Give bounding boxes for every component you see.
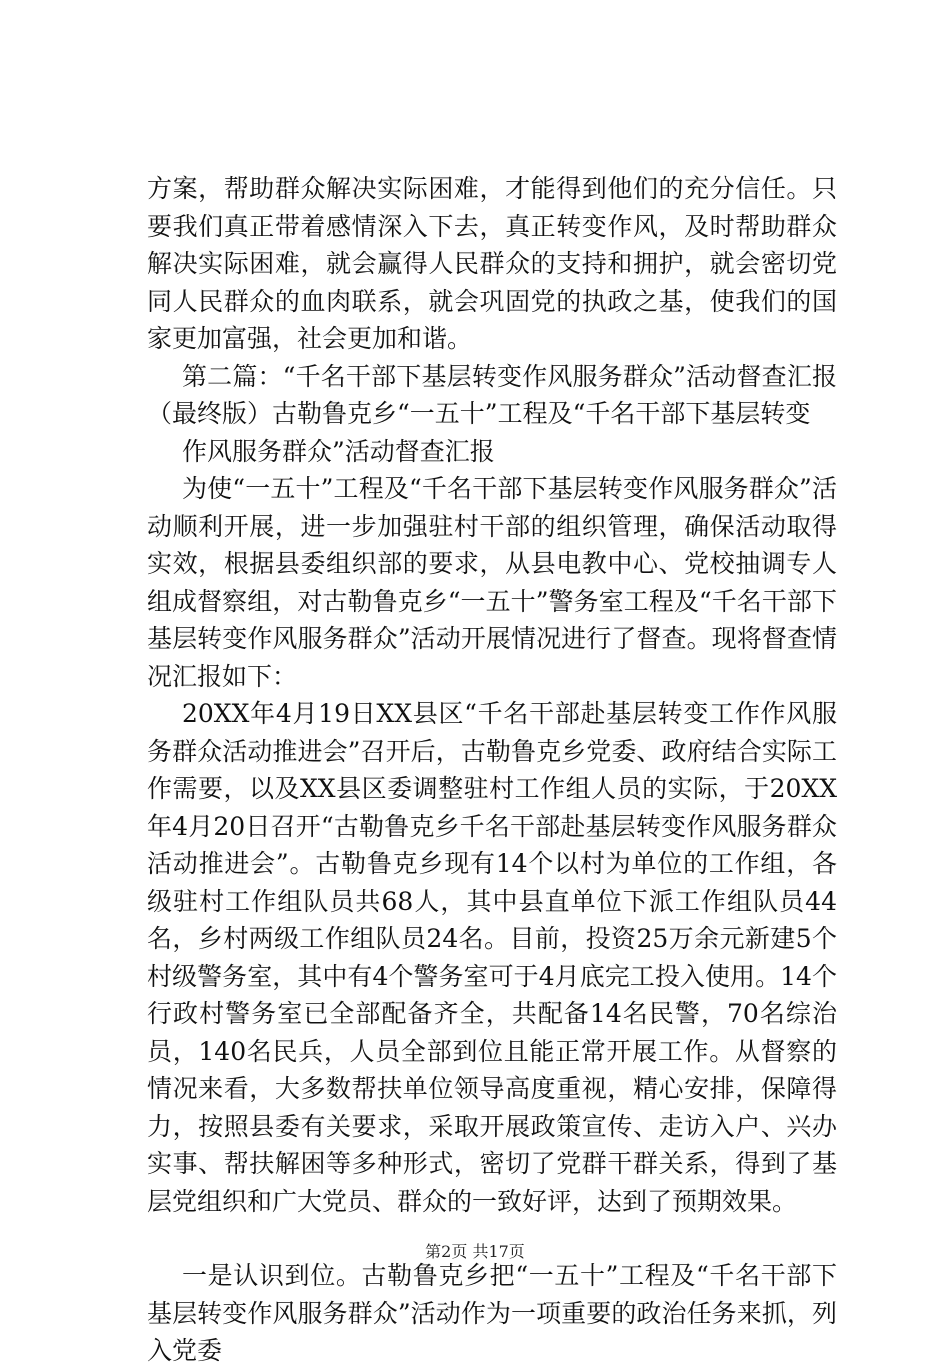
section-heading-continuation: 作风服务群众”活动督查汇报 (182, 436, 495, 466)
paragraph-continuation: 方案，帮助群众解决实际困难，才能得到他们的充分信任。只要我们真正带着感情深入下去，真正转变作风，及时帮助群众解决实际困难，就会赢得人民群众的支持和拥护，就会密切党同人民群众的血肉联系，就会巩固党的执政之基，使我们的国家更加富强，社会更加和谐。 (147, 174, 837, 353)
section-heading: 第二篇：“千名干部下基层转变作风服务群众”活动督查汇报（最终版）古勒鲁克乡“一五十”工程及“千名干部下基层转变 (147, 361, 837, 428)
paragraph-point-one: 一是认识到位。古勒鲁克乡把“一五十”工程及“千名干部下基层转变作风服务群众”活动作为一项重要的政治任务来抓，列入党委 (147, 1261, 837, 1365)
paragraph-intro: 为使“一五十”工程及“千名干部下基层转变作风服务群众”活动顺利开展，进一步加强驻村干部的组织管理，确保活动取得实效，根据县委组织部的要求，从县电教中心、党校抽调专人组成督察组，对古勒鲁克乡“一五十”警务室工程及“千名干部下基层转变作风服务群众”活动开展情况进行了督查。现将督查情况汇报如下： (147, 474, 837, 691)
document-body (147, 170, 837, 1370)
page-number: 第2页 共17页 (425, 1242, 525, 1261)
paragraph-details: 20XX年4月19日XX县区“千名干部赴基层转变工作作风服务群众活动推进会”召开后，古勒鲁克乡党委、政府结合实际工作需要，以及XX县区委调整驻村工作组人员的实际，于20XX年4月20日召开“古勒鲁克乡千名干部赴基层转变作风服务群众活动推进会”。古勒鲁克乡现有14个以村为单位的工作组，各级驻村工作组队员共68人，其中县直单位下派工作组队员44名，乡村两级工作组队员24名。目前，投资25万余元新建5个村级警务室，其中有4个警务室可于4月底完工投入使用。14个行政村警务室已全部配备齐全，共配备14名民警，70名综治员，140名民兵，人员全部到位且能正常开展工作。从督察的情况来看，大多数帮扶单位领导高度重视，精心安排，保障得力，按照县委有关要求，采取开展政策宣传、走访入户、兴办实事、帮扶解困等多种形式，密切了党群干群关系，得到了基层党组织和广大党员、群众的一致好评，达到了预期效果。 (147, 699, 837, 1216)
